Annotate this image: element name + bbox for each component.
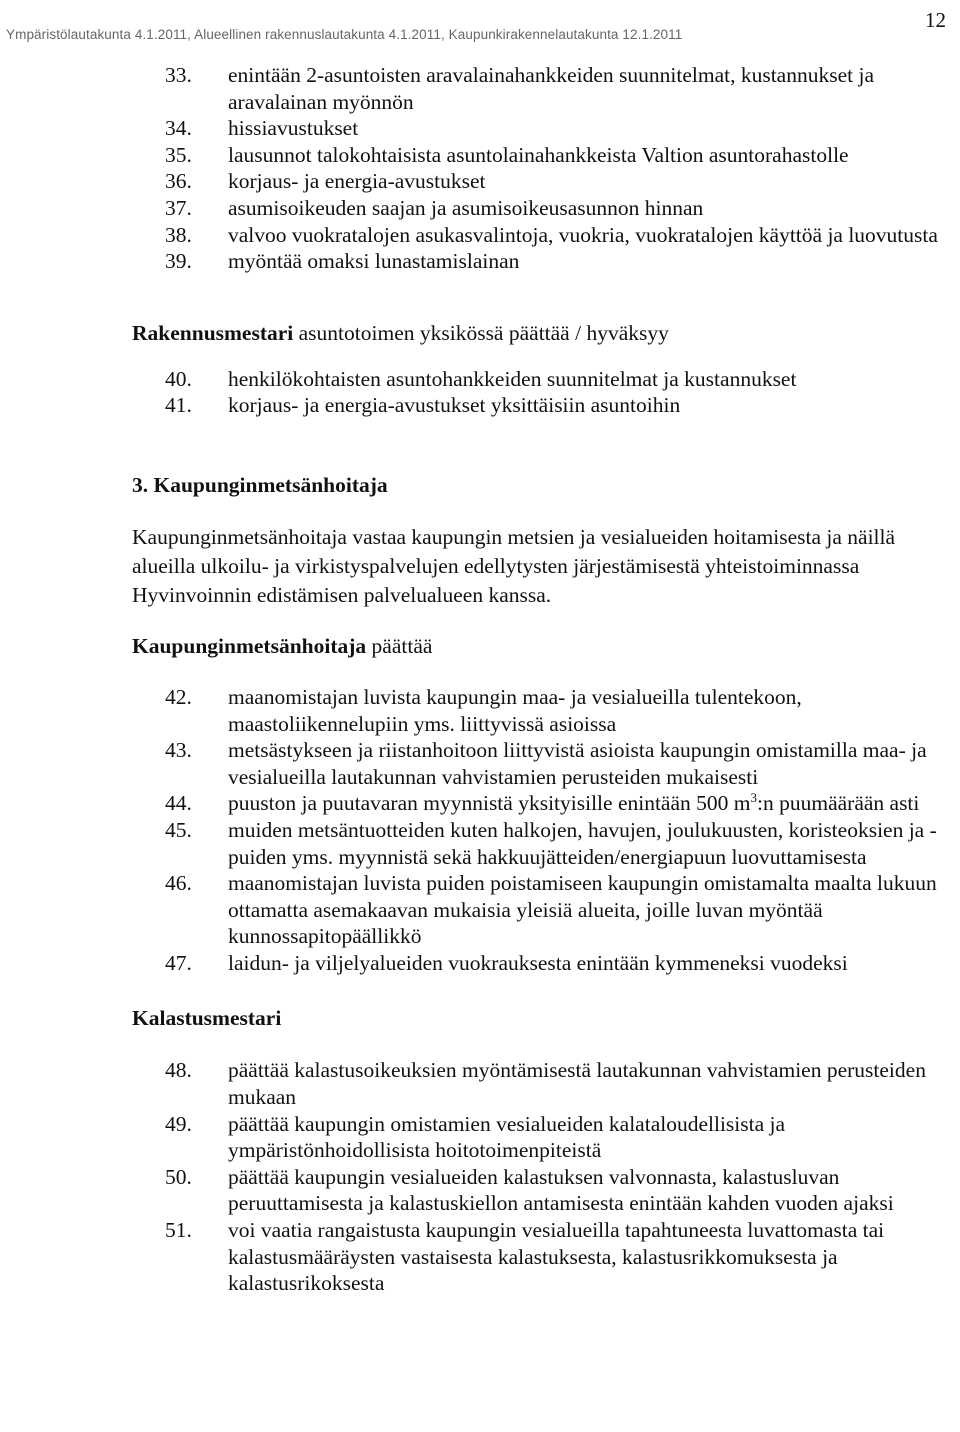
list-item	[0, 115, 960, 142]
list-d	[0, 1057, 960, 1296]
item-number: 46.	[165, 871, 192, 896]
list-item	[0, 62, 960, 115]
list-item	[0, 248, 960, 275]
item-number: 45.	[165, 817, 192, 842]
list-item	[0, 142, 960, 169]
item-number: 37.	[165, 195, 192, 220]
item-text: myöntää omaksi lunastamislainan	[228, 249, 520, 274]
item-number: 44.	[165, 791, 192, 816]
item-text: laidun- ja viljelyalueiden vuokrauksesta enintään kymmeneksi vuodeksi	[228, 950, 848, 975]
page-number: 12	[925, 8, 946, 32]
item-text: enintään 2-asuntoisten aravalainahankkeiden suunnitelmat, kustannukset ja aravalainan myönnön	[228, 63, 874, 114]
item-number: 39.	[165, 249, 192, 274]
list-item	[0, 392, 960, 419]
item-text: korjaus- ja energia-avustukset	[228, 169, 486, 194]
rakennusmestari-heading	[0, 319, 960, 348]
item-number: 47.	[165, 950, 192, 975]
item-text: voi vaatia rangaistusta kaupungin vesialueilla tapahtuneesta luvattomasta tai kalastusmääräysten vastaisesta kalastuksesta, kalastusrikkomuksesta ja kalastusrikoksesta	[228, 1218, 885, 1296]
item-text: maanomistajan luvista kaupungin maa- ja vesialueilla tulentekoon, maastoliikennelupiin yms. liittyvissä asioissa	[228, 684, 802, 736]
item-text: maanomistajan luvista puiden poistamiseen kaupungin omistamalta maalta lukuun ottamatta asemakaavan mukaisia yleisiä alueita, joille luvan myöntää kunnossapitopäällikkö	[228, 871, 937, 949]
list-c	[0, 684, 960, 977]
list-item	[0, 1164, 960, 1217]
item-number: 40.	[165, 366, 192, 391]
item-number: 49.	[165, 1111, 192, 1136]
item-text: lausunnot talokohtaisista asuntolainahankkeista Valtion asuntorahastolle	[228, 142, 849, 167]
item-text-pre: puuston ja puutavaran myynnistä yksityisille enintään 500 m	[228, 791, 751, 816]
item-text: muiden metsäntuotteiden kuten halkojen, havujen, joulukuusten, koristeoksien ja -puiden yms. myynnistä sekä hakkuujätteiden/energiapuun luovuttamisesta	[228, 817, 937, 869]
item-number: 34.	[165, 116, 192, 141]
kaupunginmetsanhoitaja-heading	[0, 632, 960, 661]
item-number: 41.	[165, 393, 192, 418]
page-header	[0, 8, 960, 48]
list-item	[0, 790, 960, 817]
kalastusmestari-title: Kalastusmestari	[132, 1006, 282, 1031]
item-text: metsästykseen ja riistanhoitoon liittyvistä asioista kaupungin omistamilla maa- ja vesialueilla lautakunnan vahvistamien perusteiden mukaisesti	[228, 738, 927, 789]
list-item	[0, 366, 960, 393]
item-text: päättää kalastusoikeuksien myöntämisestä lautakunnan vahvistamien perusteiden mukaan	[228, 1058, 926, 1110]
list-item	[0, 684, 960, 737]
heading-rest: asuntotoimen yksikössä päättää / hyväksyy	[293, 320, 669, 345]
item-number: 42.	[165, 684, 192, 709]
list-a	[0, 62, 960, 275]
heading-bold: Rakennusmestari	[132, 320, 294, 345]
item-text: korjaus- ja energia-avustukset yksittäisiin asuntoihin	[228, 393, 681, 418]
item-number: 36.	[165, 169, 192, 194]
item-number: 43.	[165, 738, 192, 763]
item-number: 35.	[165, 142, 192, 167]
list-item	[0, 222, 960, 249]
list-item	[0, 168, 960, 195]
item-number: 48.	[165, 1058, 192, 1083]
running-title: Ympäristölautakunta 4.1.2011, Alueellinen rakennuslautakunta 4.1.2011, Kaupunkirakennelautakunta 12.1.2011	[6, 27, 683, 42]
superscript: 3	[750, 790, 757, 806]
item-text: päättää kaupungin vesialueiden kalastuksen valvonnasta, kalastusluvan peruuttamisesta ja kalastuskiellon antamisesta enintään kahden vuoden ajaksi	[228, 1164, 894, 1216]
item-number: 38.	[165, 222, 192, 247]
list-item	[0, 195, 960, 222]
list-item	[0, 1111, 960, 1164]
section-3-title: 3. Kaupunginmetsänhoitaja	[132, 472, 388, 497]
list-item	[0, 737, 960, 790]
item-text: henkilökohtaisten asuntohankkeiden suunnitelmat ja kustannukset	[228, 366, 797, 391]
document-body	[0, 62, 960, 1297]
list-item	[0, 950, 960, 977]
section-3-paragraph: Kaupunginmetsänhoitaja vastaa kaupungin metsien ja vesialueiden hoitamisesta ja näillä alueilla ulkoilu- ja virkistyspalvelujen edellytysten järjestämisestä yhteistoiminnassa Hyvinvoinnin edistämisen palvelualueen kanssa.	[132, 524, 896, 607]
item-text-post: :n puumäärään asti	[757, 791, 920, 816]
list-item	[0, 1057, 960, 1110]
item-text: hissiavustukset	[228, 116, 359, 141]
item-number: 50.	[165, 1164, 192, 1189]
item-text: asumisoikeuden saajan ja asumisoikeusasunnon hinnan	[228, 195, 704, 220]
heading-bold: Kaupunginmetsänhoitaja	[132, 633, 367, 658]
list-item	[0, 1217, 960, 1297]
heading-rest: päättää	[366, 633, 433, 658]
item-text: päättää kaupungin omistamien vesialueiden kalataloudellisista ja ympäristönhoidollisista hoitotoimenpiteistä	[228, 1111, 786, 1163]
item-text: valvoo vuokratalojen asukasvalintoja, vuokria, vuokratalojen käyttöä ja luovutusta	[228, 222, 938, 247]
list-item	[0, 870, 960, 950]
item-number: 51.	[165, 1218, 192, 1243]
item-number: 33.	[165, 63, 192, 87]
list-item	[0, 817, 960, 870]
list-b	[0, 366, 960, 419]
